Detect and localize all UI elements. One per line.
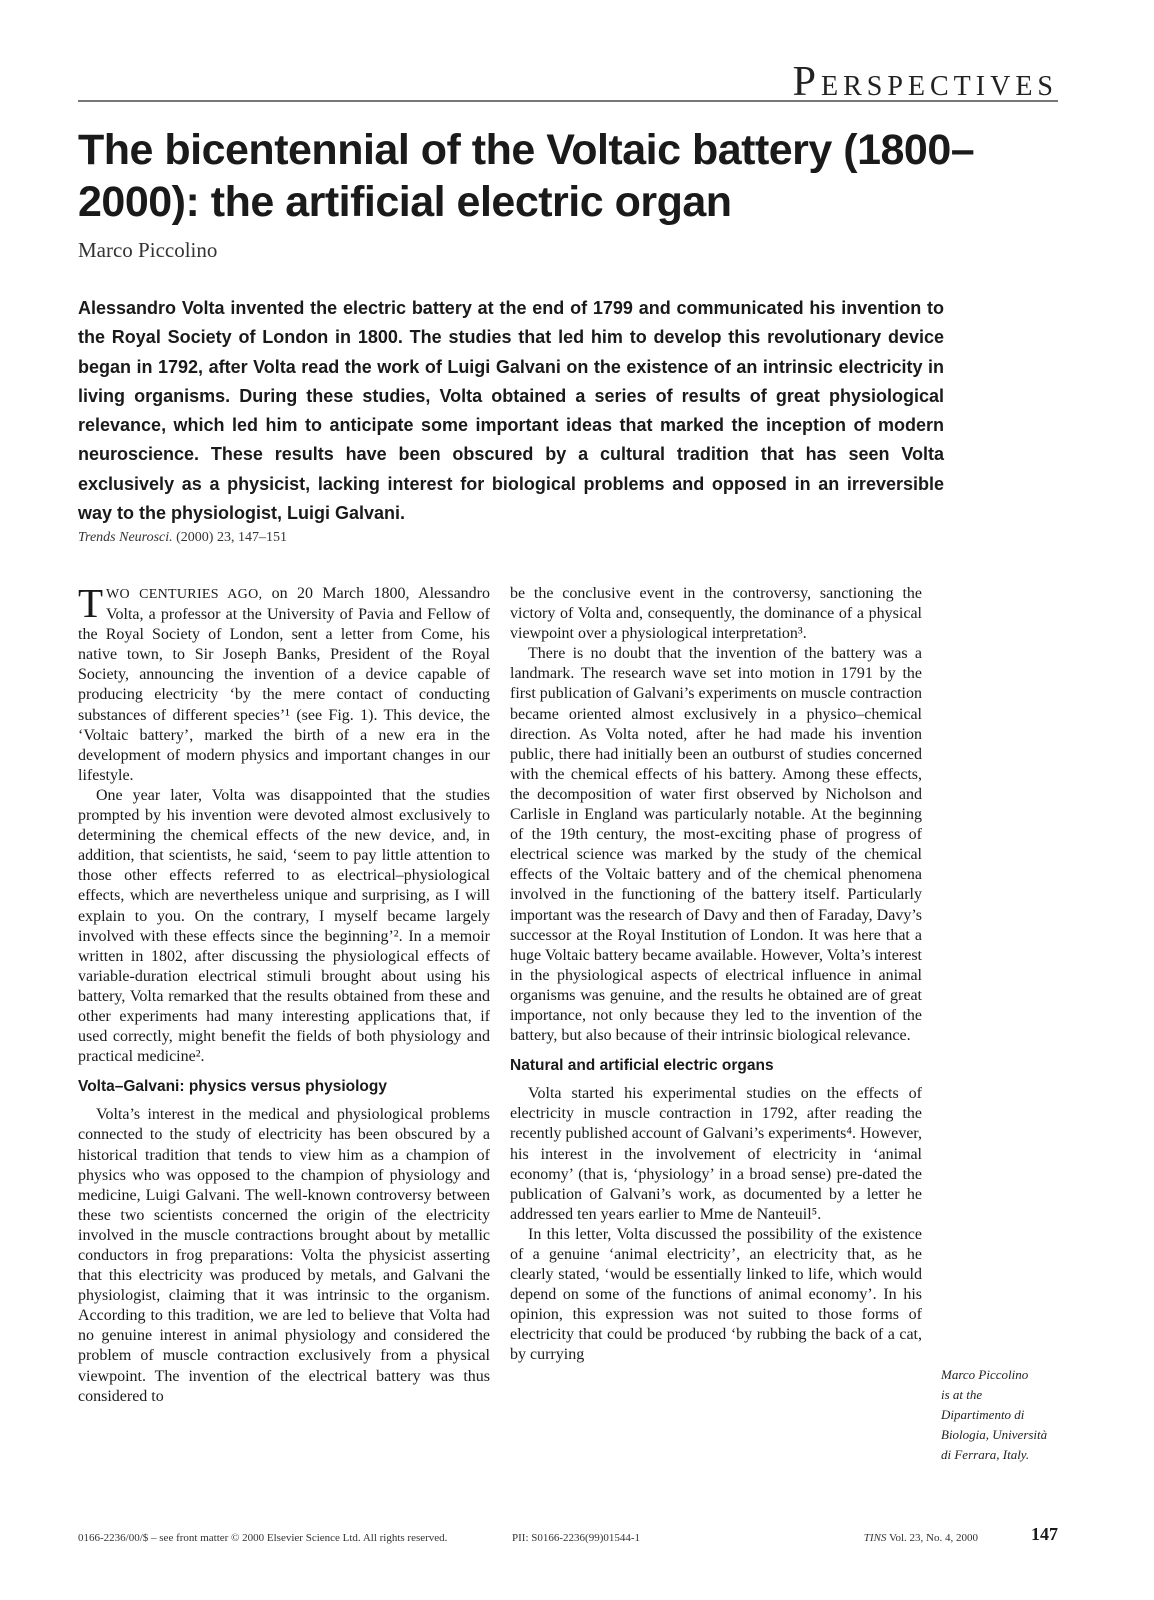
footer-journal-info bbox=[864, 1532, 978, 1544]
article-author: Marco Piccolino bbox=[78, 238, 218, 262]
body-paragraph: In this letter, Volta discussed the possibility of the existence of a genuine ‘animal electricity’, an electricity that, as he clearly stated, ‘would be essentially linked to life, which would depend on some of the functions of animal economy’. In his opinion, this expression was not suited to those forms of electricity that could be produced ‘by rubbing the back of a cat, by currying bbox=[510, 1225, 922, 1364]
body-column-left bbox=[78, 580, 491, 1407]
article-citation bbox=[78, 530, 287, 546]
affiliation-line: Marco Piccolino bbox=[941, 1367, 1029, 1382]
section-header bbox=[793, 58, 1058, 106]
footer-copyright: 0166-2236/00/$ – see front matter © 2000 Elsevier Science Ltd. All rights reserved. bbox=[78, 1532, 448, 1544]
body-paragraph: One year later, Volta was disappointed that the studies prompted by his invention were devoted almost exclusively to determining the chemical effects of the new device, and, in addition, that scientists, he said, ‘seem to pay little attention to those other effects referred to as electrical–physiological effects, which are nevertheless unique and surprising, as I will explain to you. On the contrary, I myself became largely involved with these effects since the beginning’². In a memoir written in 1802, after discussing the physiological effects of variable-duration electrical stimuli brought about using his battery, Volta remarked that the results obtained from these and other experiments had many interesting applications that, if used correctly, might benefit the fields of both physiology and practical medicine². bbox=[78, 786, 490, 1066]
page-number: 147 bbox=[1031, 1524, 1058, 1544]
body-paragraph: be the conclusive event in the controversy, sanctioning the victory of Volta and, consequently, the dominance of a physical viewpoint over a physiological interpretation³. bbox=[510, 585, 922, 643]
footer-volume: Vol. 23, No. 4, 2000 bbox=[886, 1532, 978, 1544]
footer-pii: PII: S0166-2236(99)01544-1 bbox=[512, 1532, 641, 1544]
affiliation-line: Dipartimento di bbox=[941, 1407, 1025, 1422]
section-heading: Natural and artificial electric organs bbox=[510, 1057, 774, 1075]
affiliation-line: Biologia, Università bbox=[941, 1427, 1048, 1442]
opening-smallcaps: WO CENTURIES AGO, bbox=[106, 587, 263, 602]
article-title: The bicentennial of the Voltaic battery (1800–2000): the artificial electric organ bbox=[78, 126, 975, 226]
article-abstract: Alessandro Volta invented the electric battery at the end of 1799 and communicated his invention to the Royal Society of London in 1800. The studies that led him to develop this revolutionary device began in 1792, after Volta read the work of Luigi Galvani on the existence of an intrinsic electricity in living organisms. During these studies, Volta obtained a series of results of great physiological relevance, which led him to anticipate some important ideas that marked the inception of modern neuroscience. These results have been obscured by a cultural tradition that has seen Volta exclusively as a physicist, lacking interest for biological problems and opposed in an irreversible way to the physiologist, Luigi Galvani. bbox=[78, 298, 944, 524]
citation-journal: Trends Neurosci. bbox=[78, 530, 173, 545]
body-column-right bbox=[510, 584, 922, 1366]
page-footer bbox=[78, 1522, 1058, 1552]
author-affiliation-note bbox=[941, 1365, 1061, 1465]
body-paragraph: There is no doubt that the invention of the battery was a landmark. The research wave set into motion in 1791 by the first publication of Galvani’s experiments on muscle contraction became oriented almost exclusively in a physico–chemical direction. As Volta noted, after he had made his invention public, there had initially been an outburst of studies concerned with the chemical effects of his battery. Among these effects, the decomposition of water first observed by Nicholson and Carlisle in England was particularly notable. At the beginning of the 19th century, the most-exciting phase of progress of electrical science was marked by the study of the chemical effects of the Voltaic battery and of the chemical phenomena involved in the functioning of the battery itself. Particularly important was the research of Davy and then of Faraday, Davy’s successor at the Royal Institution of London. It was here that a huge Voltaic battery became available. However, Volta’s interest in the physiological aspects of electrical influence in animal organisms was genuine, and the results he obtained are of great importance, not only because they led to the invention of the battery, but also because of their intrinsic biological relevance. bbox=[510, 645, 922, 1045]
section-header-initial: P bbox=[792, 59, 821, 105]
body-paragraph bbox=[78, 580, 491, 786]
body-paragraph: Volta’s interest in the medical and physiological problems connected to the study of electricity has been obscured by a historical tradition that tends to view him as a champion of physics who was opposed to the champion of physiology and medicine, Luigi Galvani. The well-known controversy between these two scientists concerned the origin of the electricity involved in the muscle contractions brought about by metallic conductors in frog preparations: Volta the physicist asserting that this electricity was produced by metals, and Galvani the physiologist, claiming that it was intrinsic to the organism. According to this tradition, we are led to believe that Volta had no genuine interest in animal physiology and considered the problem of muscle contraction exclusively from a physical viewpoint. The invention of the electrical battery was thus considered to bbox=[78, 1106, 490, 1405]
affiliation-line: is at the bbox=[941, 1387, 983, 1402]
section-heading: Volta–Galvani: physics versus physiology bbox=[78, 1078, 387, 1096]
header-rule bbox=[78, 100, 1058, 102]
section-header-label: ERSPECTIVES bbox=[820, 71, 1058, 102]
citation-details: (2000) 23, 147–151 bbox=[176, 530, 287, 545]
footer-journal-name: TINS bbox=[863, 1532, 887, 1544]
body-paragraph: Volta started his experimental studies on the effects of electricity in muscle contraction in 1792, after reading the recently published account of Galvani’s experiments⁴. However, his interest in the involvement of electricity in ‘animal economy’ (that is, ‘physiology’ in a broad sense) pre-dated the publication of Galvani’s work, as documented by a letter he addressed ten years earlier to Mme de Nanteuil⁵. bbox=[510, 1085, 922, 1223]
paragraph-text: on 20 March 1800, Alessandro Volta, a professor at the University of Pavia and Fellow of the Royal Society of London, sent a letter from Come, his native town, to Sir Joseph Banks, President of the Royal Society, announcing the invention of a device capable of producing electricity ‘by the mere contact of conducting substances of different species’¹ (see Fig. 1). This device, the ‘Voltaic battery’, marked the birth of a new era in the development of modern physics and important changes in our lifestyle. bbox=[78, 585, 491, 784]
affiliation-line: di Ferrara, Italy. bbox=[941, 1447, 1030, 1462]
drop-cap: T bbox=[78, 580, 104, 626]
